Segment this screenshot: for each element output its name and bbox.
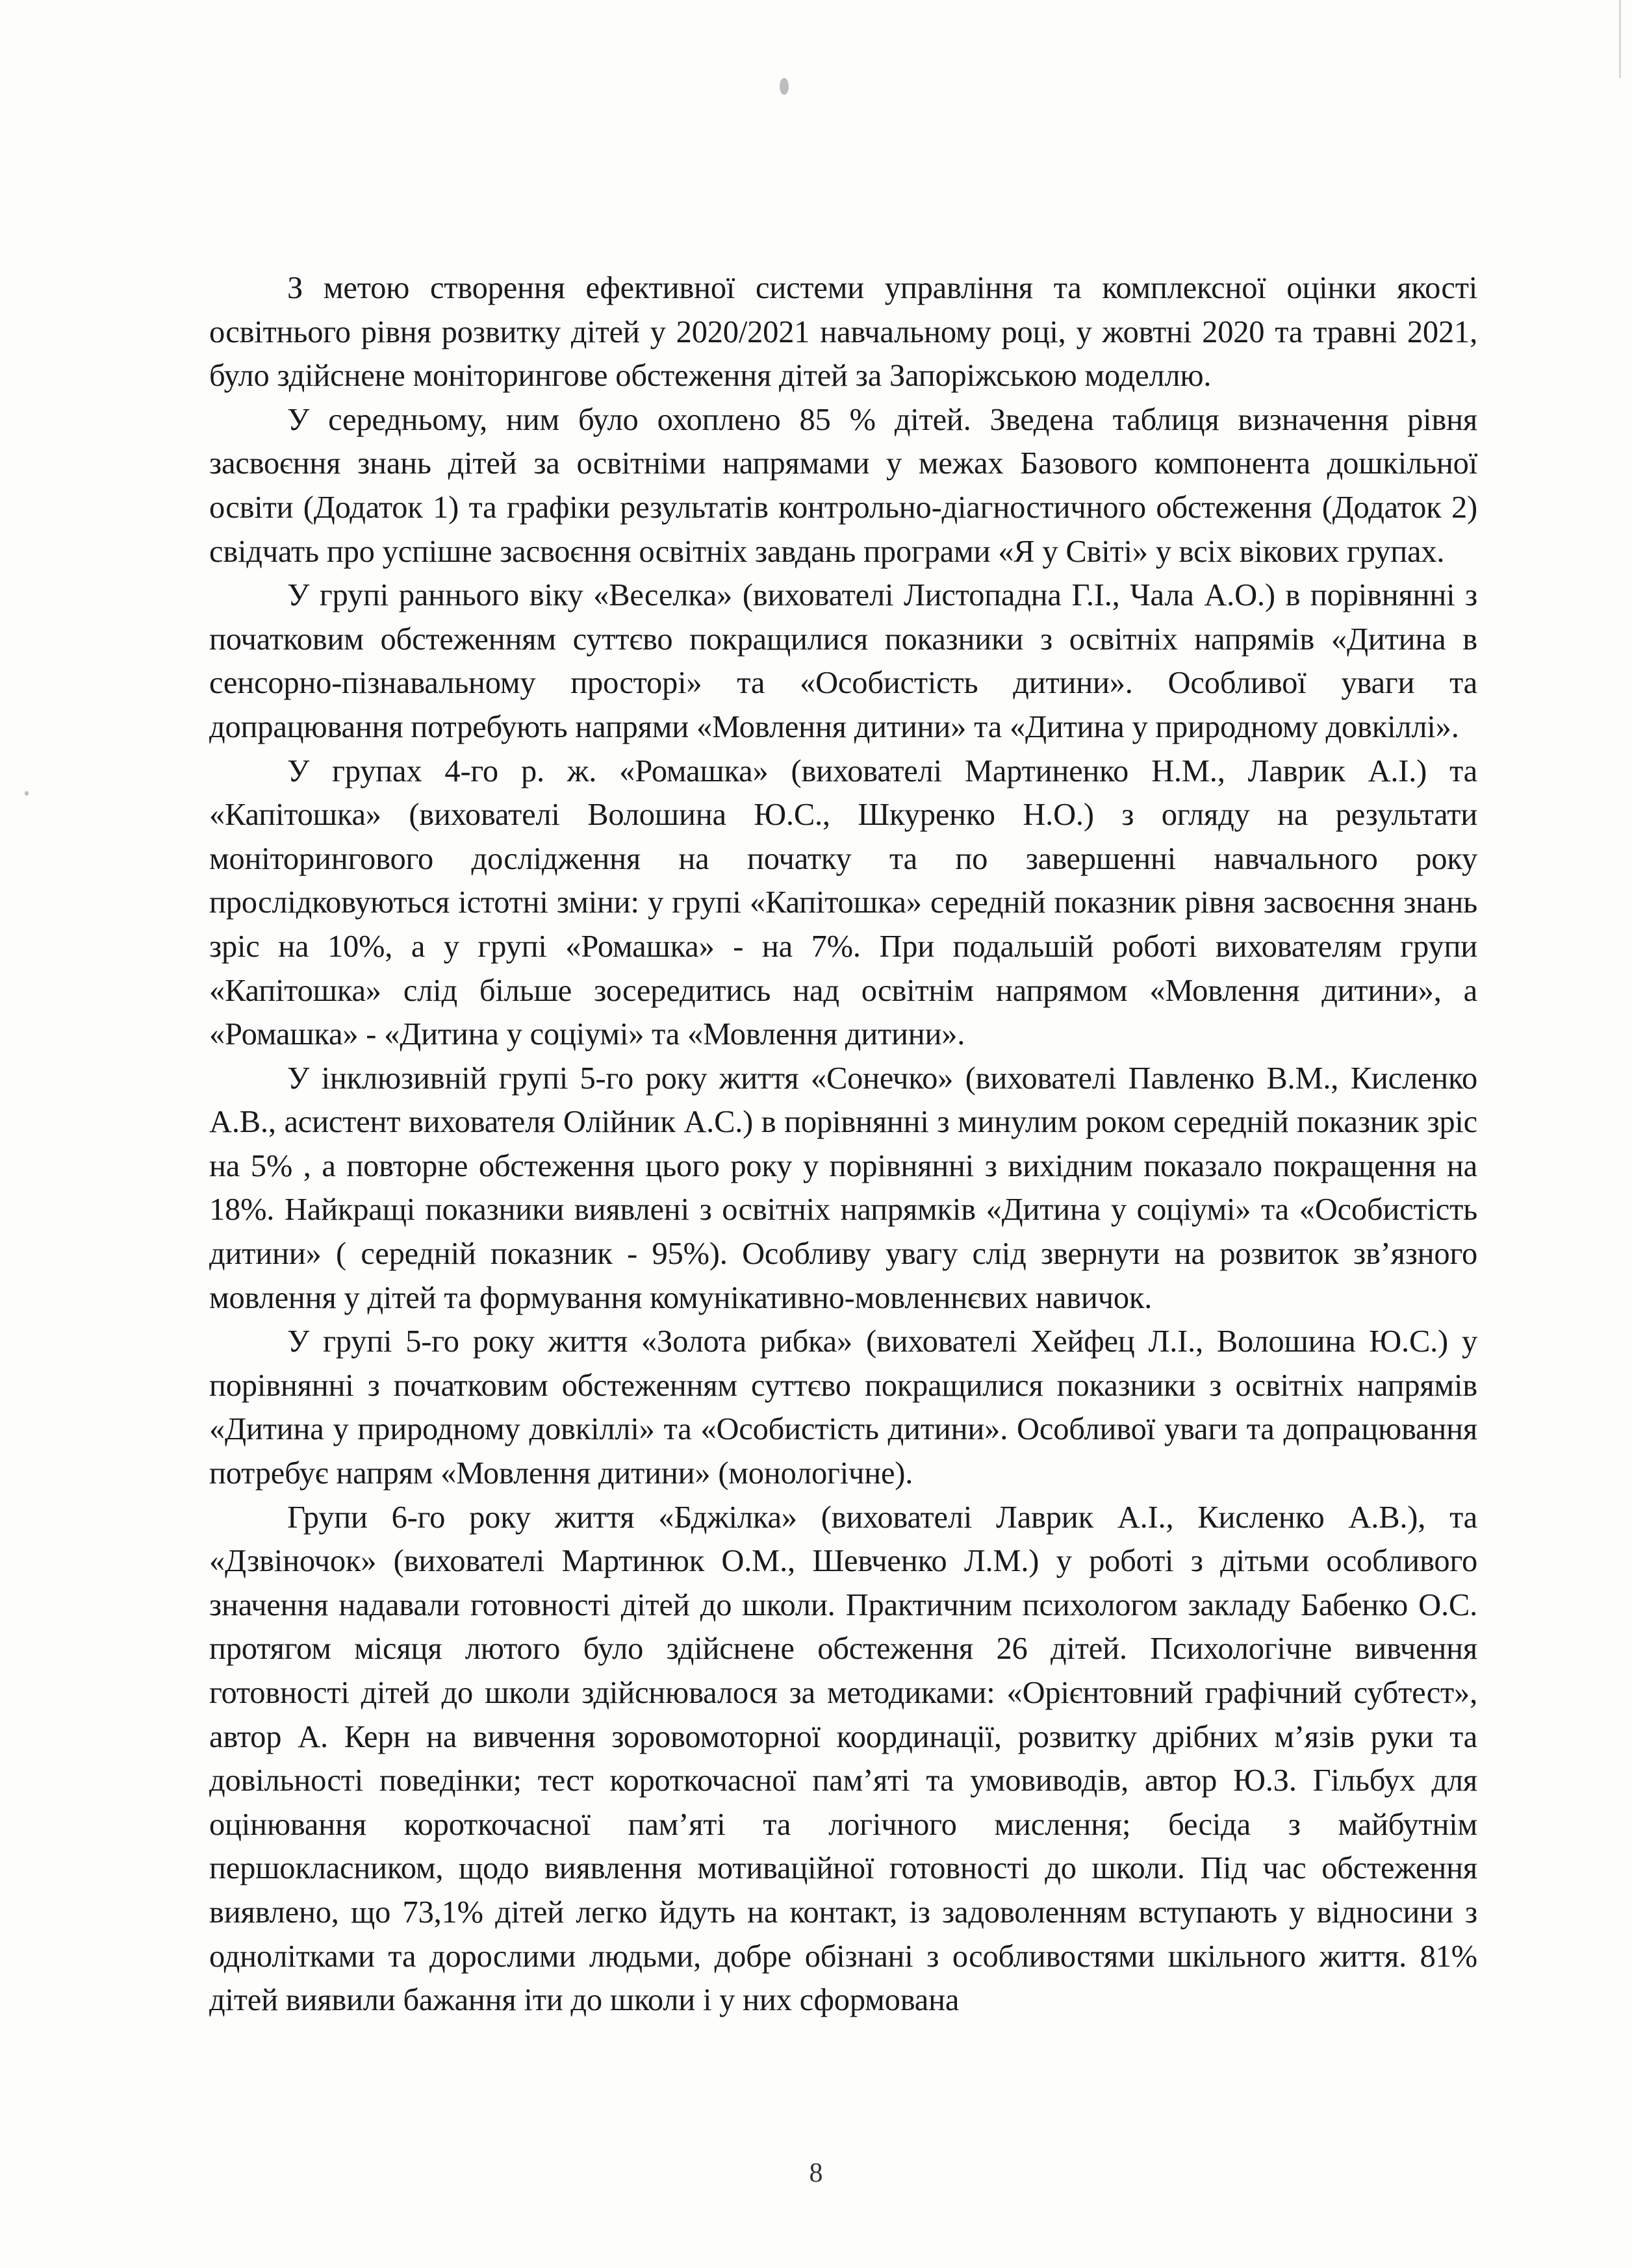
scan-speck <box>25 791 29 796</box>
paragraph: Групи 6-го року життя «Бджілка» (вихователі Лаврик А.І., Кисленко А.В.), та «Дзвіночок» (вихователі Мартинюк О.М., Шевченко Л.М.) у роботі з дітьми особливого значення надавали готовності дітей до школи. Практичним психологом закладу Бабенко О.С. протягом місяця лютого було здійснене обстеження 26 дітей. Психологічне вивчення готовності дітей до школи здійснювалося за методиками: «Орієнтовний графічний субтест», автор А. Керн на вивчення зоровомоторної координації, розвитку дрібних м’язів руки та довільності поведінки; тест короткочасної пам’яті та умовиводів, автор Ю.З. Гільбух для оцінювання короткочасної пам’яті та логічного мислення; бесіда з майбутнім першокласником, щодо виявлення мотиваційної готовності до школи. Під час обстеження виявлено, що 73,1% дітей легко йдуть на контакт, із задоволенням вступають у відносини з однолітками та дорослими людьми, добре обізнані з особливостями шкільного життя. 81% дітей виявили бажання іти до школи і у них сформована <box>209 1500 1477 2018</box>
paragraph: З метою створення ефективної системи управління та комплексної оцінки якості освітнього рівня розвитку дітей у 2020/2021 навчальному році, у жовтні 2020 та травні 2021, було здійснене моніторингове обстеження дітей за Запоріжською моделлю. <box>209 271 1477 394</box>
paragraph: У середньому, ним було охоплено 85 % дітей. Зведена таблиця визначення рівня засвоєння знань дітей за освітніми напрямами у межах Базового компонента дошкільної освіти (Додаток 1) та графіки результатів контрольно-діагностичного обстеження (Додаток 2) свідчать про успішне засвоєння освітніх завдань програми «Я у Світі» у всіх вікових групах. <box>209 402 1477 569</box>
paragraph: У інклюзивній групі 5-го року життя «Сонечко» (вихователі Павленко В.М., Кисленко А.В., асистент вихователя Олійник А.С.) в порівнянні з минулим роком середній показник зріс на 5% , а повторне обстеження цього року у порівнянні з вихідним показало покращення на 18%. Найкращі показники виявлені з освітніх напрямків «Дитина у соціумі» та «Особистість дитини» ( середній показник - 95%). Особливу увагу слід звернути на розвиток зв’язного мовлення у дітей та формування комунікативно-мовленнєвих навичок. <box>209 1061 1477 1315</box>
scan-speck <box>780 78 789 95</box>
paragraph: У групах 4-го р. ж. «Ромашка» (вихователі Мартиненко Н.М., Лаврик А.І.) та «Капітошка» (вихователі Волошина Ю.С., Шкуренко Н.О.) з огляду на результати моніторингового дослідження на початку та по завершенні навчального року прослідковуються істотні зміни: у групі «Капітошка» середній показник рівня засвоєння знань зріс на 10%, а у групі «Ромашка» - на 7%. При подальшій роботі вихователям групи «Капітошка» слід більше зосередитись над освітнім напрямом «Мовлення дитини», а «Ромашка» - «Дитина у соціумі» та «Мовлення дитини». <box>209 753 1477 1052</box>
paragraph: У групі 5-го року життя «Золота рибка» (вихователі Хейфец Л.І., Волошина Ю.С.) у порівнянні з початковим обстеженням суттєво покращилися показники з освітніх напрямів «Дитина у природному довкіллі» та «Особистість дитини». Особливої уваги та допрацювання потребує напрям «Мовлення дитини» (монологічне). <box>209 1324 1477 1491</box>
page-number: 8 <box>809 2158 823 2188</box>
scan-line <box>1619 0 1621 78</box>
paragraph: У групі раннього віку «Веселка» (вихователі Листопадна Г.І., Чала А.О.) в порівнянні з початковим обстеженням суттєво покращилися показники з освітніх напрямів «Дитина в сенсорно-пізнавальному просторі» та «Особистість дитини». Особливої уваги та допрацювання потребують напрями «Мовлення дитини» та «Дитина у природному довкіллі». <box>209 578 1477 744</box>
document-body <box>209 266 1477 2022</box>
